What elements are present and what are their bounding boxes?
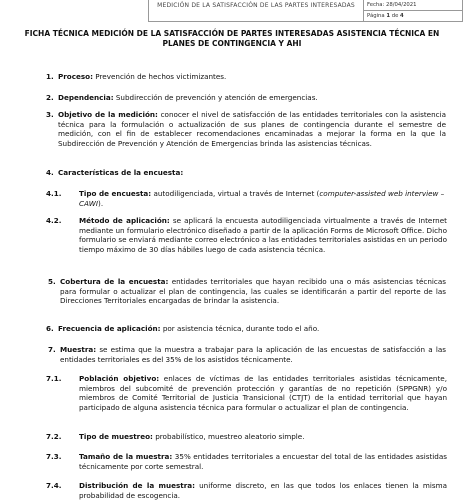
- item-2-label: Dependencia:: [58, 93, 114, 102]
- date-value: 28/04/2021: [386, 2, 417, 8]
- header-page: [364, 11, 463, 22]
- item-6-text: por asistencia técnica, durante todo el año.: [162, 324, 320, 333]
- item-7-3: [79, 452, 447, 471]
- item-4-1: [79, 189, 447, 208]
- item-5-label: Cobertura de la encuesta:: [60, 277, 169, 286]
- item-7-4-label: Distribución de la muestra:: [79, 481, 195, 490]
- item-4-2: [79, 216, 447, 254]
- item-7-2-text: probabilístico, muestreo aleatorio simple.: [155, 432, 305, 441]
- item-7-4: [79, 481, 447, 500]
- item-5: [60, 277, 446, 306]
- item-6-label: Frecuencia de aplicación:: [58, 324, 161, 333]
- item-1: [58, 72, 448, 82]
- item-3-label: Objetivo de la medición:: [58, 110, 158, 119]
- item-2-text: Subdirección de prevención y atención de emergencias.: [115, 93, 318, 102]
- item-5-number: 5.: [48, 277, 56, 286]
- page-current: 1: [386, 13, 391, 19]
- item-7-label: Muestra:: [60, 345, 97, 354]
- item-7-1: [79, 374, 447, 412]
- item-4-1-text: autodiligenciada, virtual a través de Internet (: [153, 189, 320, 198]
- document-header: [148, 0, 463, 22]
- item-4-1-label: Tipo de encuesta:: [79, 189, 152, 198]
- header-date: [364, 0, 463, 11]
- item-7-2: [79, 432, 447, 442]
- page-total: 4: [400, 13, 404, 19]
- item-4-1-text-end: ).: [98, 198, 104, 208]
- item-7-1-label: Población objetivo:: [79, 374, 160, 383]
- item-7-1-number: 7.1.: [46, 374, 62, 383]
- item-2: [58, 93, 448, 103]
- item-1-number: 1.: [46, 72, 54, 81]
- item-7-4-text: uniforme discreto, en las que todos los enlaces tienen la misma probabilidad de escogencia.: [79, 481, 448, 500]
- item-7: [60, 345, 446, 364]
- item-3-number: 3.: [46, 110, 54, 119]
- item-3-text: conocer el nivel de satisfacción de las entidades territoriales con la asistencia técnica para la formulación o actualización de sus planes de contingencia durante el semestre de medición, con el fin de establecer recomendaciones encaminadas a mejorar la forma en la que la Subdirección de Prevención y Atención de Emergencias brinda las asistencias técnicas.: [58, 110, 446, 148]
- item-1-text: Prevención de hechos victimizantes.: [95, 72, 227, 81]
- item-4-2-label: Método de aplicación:: [79, 216, 170, 225]
- document-title: FICHA TÉCNICA MEDICIÓN DE LA SATISFACCIÓN DE PARTES INTERESADAS ASISTENCIA TÉCNICA EN PLANES DE CONTINGENCIA Y AHI: [24, 29, 440, 48]
- item-5-text: entidades territoriales que hayan recibido una o más asistencias técnicas para formular o actualizar el plan de contingencia, las cuales se identificarán a partir del reporte de las Direcciones Territoriales encargadas de brindar la asistencia.: [60, 277, 446, 306]
- item-7-4-number: 7.4.: [46, 481, 62, 490]
- item-7-3-text: 35% entidades territoriales a encuestar del total de las entidades asistidas técnicamente por corte semestral.: [79, 452, 447, 471]
- item-7-number: 7.: [48, 345, 56, 354]
- item-2-number: 2.: [46, 93, 54, 102]
- item-6-number: 6.: [46, 324, 54, 333]
- item-4: [58, 168, 448, 178]
- item-4-label: Características de la encuesta:: [58, 168, 184, 177]
- header-meta: [364, 0, 463, 22]
- item-4-2-text: se aplicará la encuesta autodiligenciada virtualmente a través de Internet mediante un formulario electrónico diseñado a partir de la aplicación Forms de Microsoft Office. Dicho formulario se enviará mediante correo electrónico a las entidades territoriales asistidas en un periodo tiempo máximo de 30 días hábiles luego de cada asistencia técnica.: [79, 216, 447, 254]
- item-4-1-italic: computer-assisted web interview – CAWI: [79, 189, 445, 208]
- item-7-3-label: Tamaño de la muestra:: [79, 452, 173, 461]
- item-6: [58, 324, 448, 334]
- item-4-2-number: 4.2.: [46, 216, 62, 225]
- item-7-2-number: 7.2.: [46, 432, 62, 441]
- item-4-number: 4.: [46, 168, 54, 177]
- item-1-label: Proceso:: [58, 72, 93, 81]
- item-7-2-label: Tipo de muestreo:: [79, 432, 153, 441]
- item-7-1-text: enlaces de víctimas de las entidades territoriales asistidas técnicamente, miembros del subcomité de prevención protección y garantías de no repetición (SPPGNR) y/o miembros de Comité Territorial de Justicia Transicional (CTJT) de la entidad territorial que hayan participado de alguna asistencia técnica para formular o actualizar el plan de contingencia.: [79, 374, 447, 412]
- item-3: [58, 110, 446, 148]
- item-4-1-number: 4.1.: [46, 189, 62, 198]
- page-label: Página: [367, 13, 385, 19]
- page-of: de: [391, 13, 399, 19]
- date-label: Fecha:: [367, 2, 385, 8]
- header-title: MEDICIÓN DE LA SATISFACCIÓN DE LAS PARTES INTERESADAS: [148, 0, 364, 22]
- item-7-text: se estima que la muestra a trabajar para la aplicación de las encuestas de satisfacción a las entidades territoriales es del 35% de los asistidos técnicamente.: [60, 345, 446, 364]
- item-7-3-number: 7.3.: [46, 452, 62, 461]
